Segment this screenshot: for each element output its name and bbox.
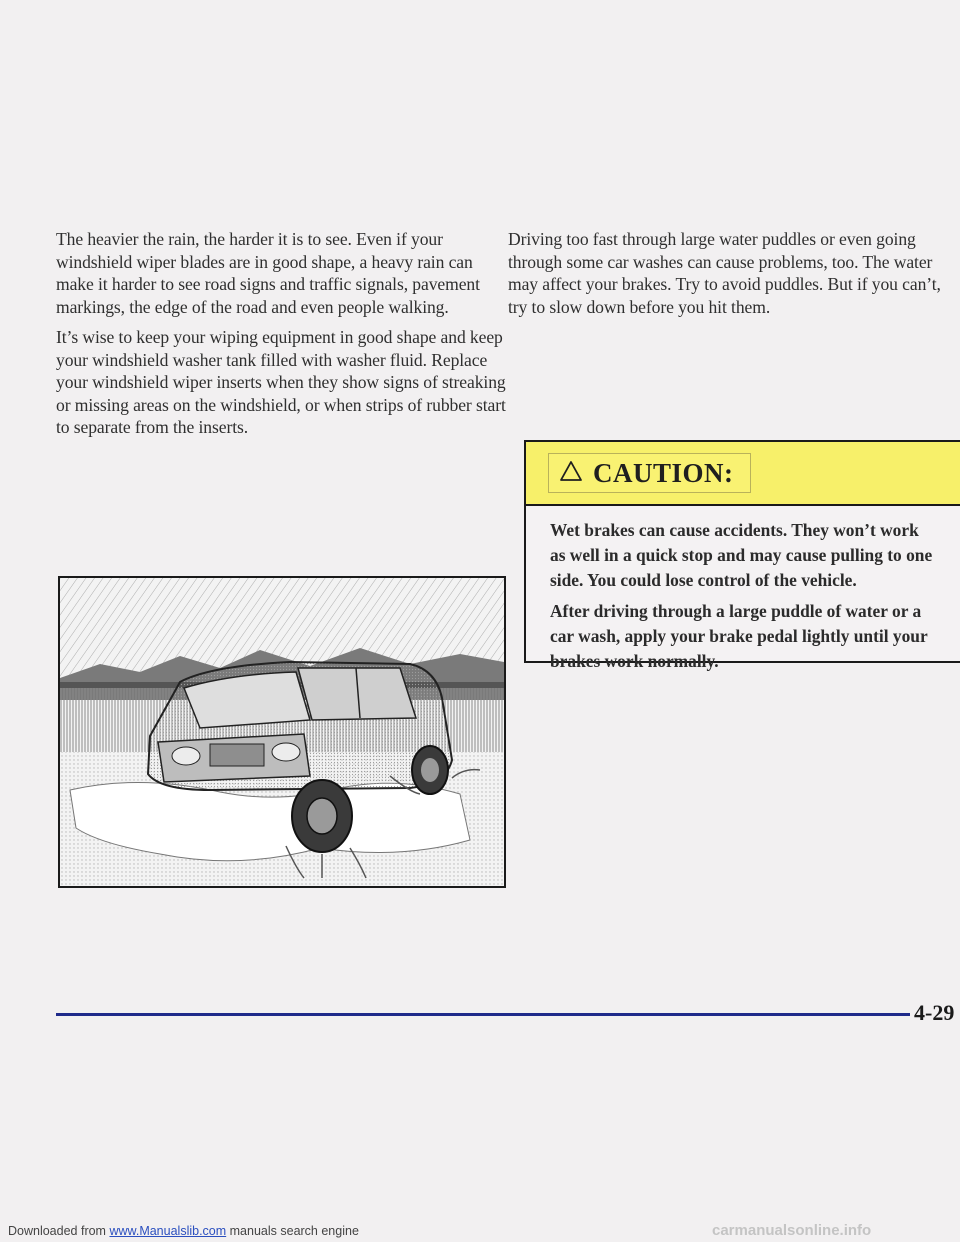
right-column <box>508 228 960 326</box>
caution-header-label <box>548 453 751 493</box>
caution-paragraph-wet-brakes: Wet brakes can cause accidents. They won’t work as well in a quick stop and may cause pulling to one side. You could lose control of the vehicle. <box>550 520 933 590</box>
caution-box <box>524 440 960 671</box>
warning-triangle-icon <box>559 460 583 487</box>
download-prefix: Downloaded from <box>8 1224 110 1238</box>
left-column <box>56 228 508 447</box>
caution-title: CAUTION: <box>593 457 734 488</box>
download-line <box>8 1224 359 1238</box>
paragraph-heavy-rain: The heavier the rain, the harder it is to see. Even if your windshield wiper blades are in good shape, a heavy rain can make it harder to see road signs and traffic signals, pavement markings, the edge of the road and even people walking. <box>56 229 480 317</box>
footer-rule <box>56 1013 910 1016</box>
caution-body <box>526 506 960 674</box>
suv-driving-through-puddle-illustration <box>58 576 506 888</box>
paragraph-water-puddles: Driving too fast through large water puddles or even going through some car washes can cause problems, too. The water may affect your brakes. Try to avoid puddles. But if you can’t, try to slow down before you hit them. <box>508 229 941 317</box>
caution-paragraph-apply-brake: After driving through a large puddle of water or a car wash, apply your brake pedal lightly until your brakes work normally. <box>550 601 928 671</box>
suv-illustration-svg <box>60 578 504 886</box>
manualslib-link[interactable]: www.Manualslib.com <box>109 1224 227 1238</box>
page-number: 4-29 <box>914 1000 955 1025</box>
caution-header <box>526 442 960 506</box>
download-suffix: manuals search engine <box>226 1224 359 1238</box>
paragraph-wiper-equipment: It’s wise to keep your wiping equipment in good shape and keep your windshield washer tank filled with washer fluid. Replace your windshield wiper inserts when they show signs of streaking or missing areas on the windshield, or when strips of rubber start to separate from the inserts. <box>56 327 506 437</box>
site-watermark: carmanualsonline.info <box>712 1222 872 1239</box>
